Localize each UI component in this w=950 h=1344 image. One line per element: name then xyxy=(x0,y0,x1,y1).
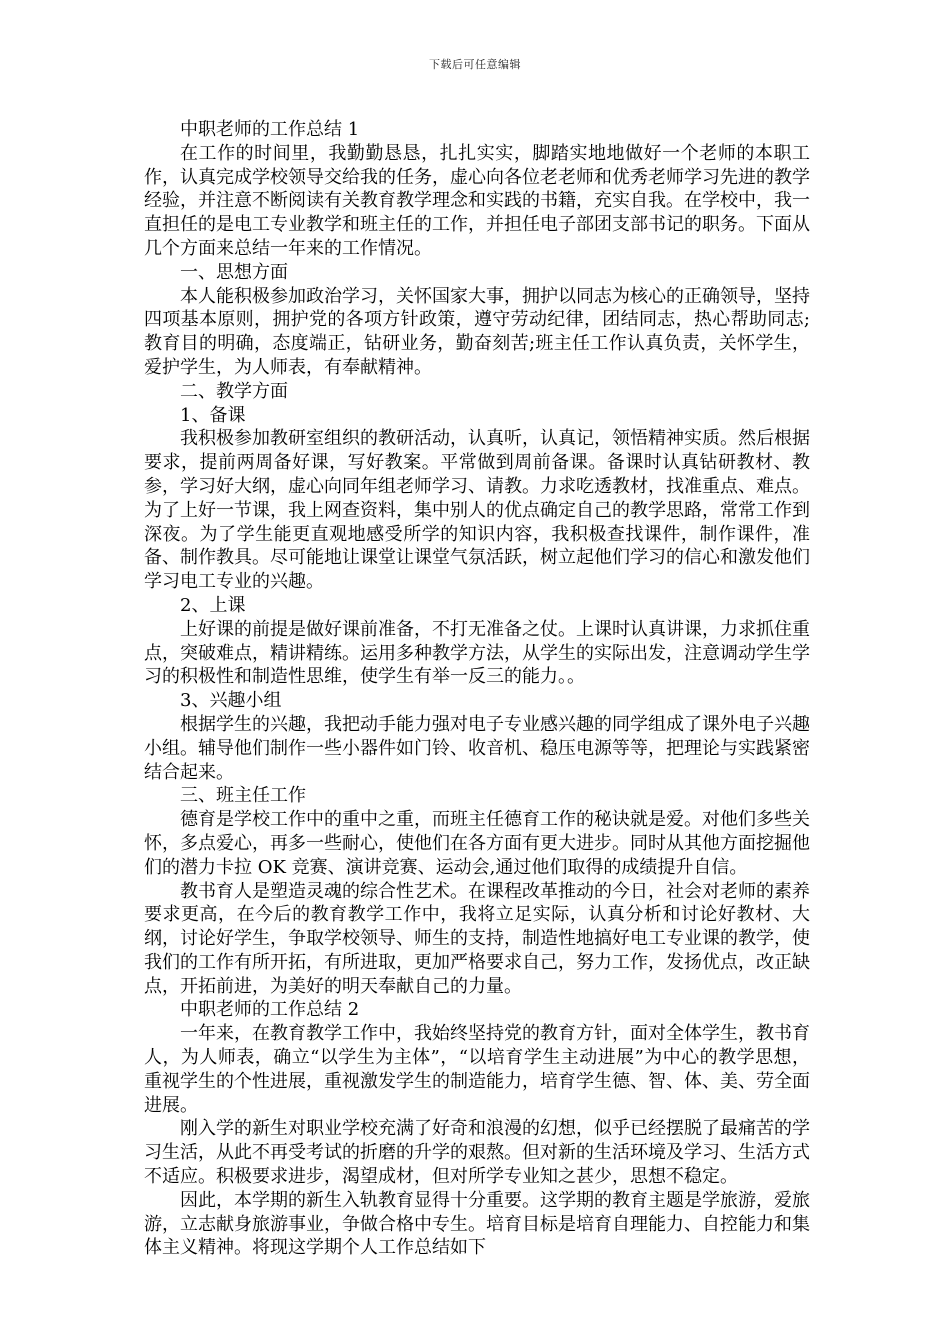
body-paragraph: 刚入学的新生对职业学校充满了好奇和浪漫的幻想，似乎已经摆脱了最痛苦的学习生活，从此不再受考试的折磨的升学的艰熬。但对新的生活环境及学习、生活方式不适应。积极要求进步，渴望成材，但对所学专业知之甚少，思想不稳定。 xyxy=(144,1118,810,1188)
section-heading: 三、班主任工作 xyxy=(180,785,306,807)
body-paragraph: 本人能积极参加政治学习，关怀国家大事，拥护以同志为核心的正确领导，坚持四项基本原则，拥护党的各项方针政策，遵守劳动纪律，团结同志，热心帮助同志;教育目的明确，态度端正，钻研业务，勤奋刻苦;班主任工作认真负责，关怀学生，爱护学生，为人师表，有奉献精神。 xyxy=(144,285,810,378)
page-header-note: 下载后可任意编辑 xyxy=(429,58,521,71)
document-body xyxy=(144,118,810,1260)
section-heading: 一、思想方面 xyxy=(180,261,288,283)
subsection-heading: 2、上课 xyxy=(180,594,246,616)
subsection-heading: 1、备课 xyxy=(180,404,246,426)
body-paragraph: 我积极参加教研室组织的教研活动，认真听，认真记，领悟精神实质。然后根据要求，提前两周备好课，写好教案。平常做到周前备课。备课时认真钻研教材、教参，学习好大纲，虚心向同年组老师学习、请教。力求吃透教材，找准重点、难点。为了上好一节课，我上网查资料，集中别人的优点确定自己的教学思路，常常工作到深夜。为了学生能更直观地感受所学的知识内容，我积极查找课件，制作课件，准备、制作教具。尽可能地让课堂让课堂气氛活跃，树立起他们学习的信心和激发他们学习电工专业的兴趣。 xyxy=(144,428,810,593)
body-paragraph: 一年来，在教育教学工作中，我始终坚持党的教育方针，面对全体学生，教书育人，为人师表，确立“以学生为主体”，“以培育学生主动进展”为中心的教学思想，重视学生的个性进展，重视激发学生的制造能力，培育学生德、智、体、美、劳全面进展。 xyxy=(144,1023,810,1116)
body-paragraph: 教书育人是塑造灵魂的综合性艺术。在课程改革推动的今日，社会对老师的素养要求更高，在今后的教育教学工作中，我将立足实际，认真分析和讨论好教材、大纲，讨论好学生，争取学校领导、师生的支持，制造性地搞好电工专业课的教学，使我们的工作有所开拓，有所进取，更加严格要求自己，努力工作，发扬优点，改正缺点，开拓前进，为美好的明天奉献自己的力量。 xyxy=(144,880,810,997)
body-paragraph: 在工作的时间里，我勤勤恳恳，扎扎实实，脚踏实地地做好一个老师的本职工作，认真完成学校领导交给我的任务，虚心向各位老老师和优秀老师学习先进的教学经验，并注意不断阅读有关教育教学理念和实践的书籍，充实自我。在学校中，我一直担任的是电工专业教学和班主任的工作，并担任电子部团支部书记的职务。下面从几个方面来总结一年来的工作情况。 xyxy=(144,142,810,259)
section-title: 中职老师的工作总结 1 xyxy=(180,119,360,140)
body-paragraph: 德育是学校工作中的重中之重，而班主任德育工作的秘诀就是爱。对他们多些关怀，多点爱心，再多一些耐心，使他们在各方面有更大进步。同时从其他方面挖掘他们的潜力卡拉 OK 竞赛、演讲竞赛、运动会,通过他们取得的成绩提升自信。 xyxy=(144,809,810,878)
section-title: 中职老师的工作总结 2 xyxy=(180,999,360,1021)
body-paragraph: 因此，本学期的新生入轨教育显得十分重要。这学期的教育主题是学旅游，爱旅游，立志献身旅游事业，争做合格中专生。培育目标是培育自理能力、自控能力和集体主义精神。将现这学期个人工作总结如下 xyxy=(144,1189,810,1259)
body-paragraph: 根据学生的兴趣，我把动手能力强对电子专业感兴趣的同学组成了课外电子兴趣小组。辅导他们制作一些小器件如门铃、收音机、稳压电源等等，把理论与实践紧密结合起来。 xyxy=(144,713,810,783)
subsection-heading: 3、兴趣小组 xyxy=(180,690,282,712)
body-paragraph: 上好课的前提是做好课前准备，不打无准备之仗。上课时认真讲课，力求抓住重点，突破难点，精讲精练。运用多种教学方法，从学生的实际出发，注意调动学生学习的积极性和制造性思维，使学生有举一反三的能力。。 xyxy=(144,618,810,688)
section-heading: 二、教学方面 xyxy=(180,380,288,402)
